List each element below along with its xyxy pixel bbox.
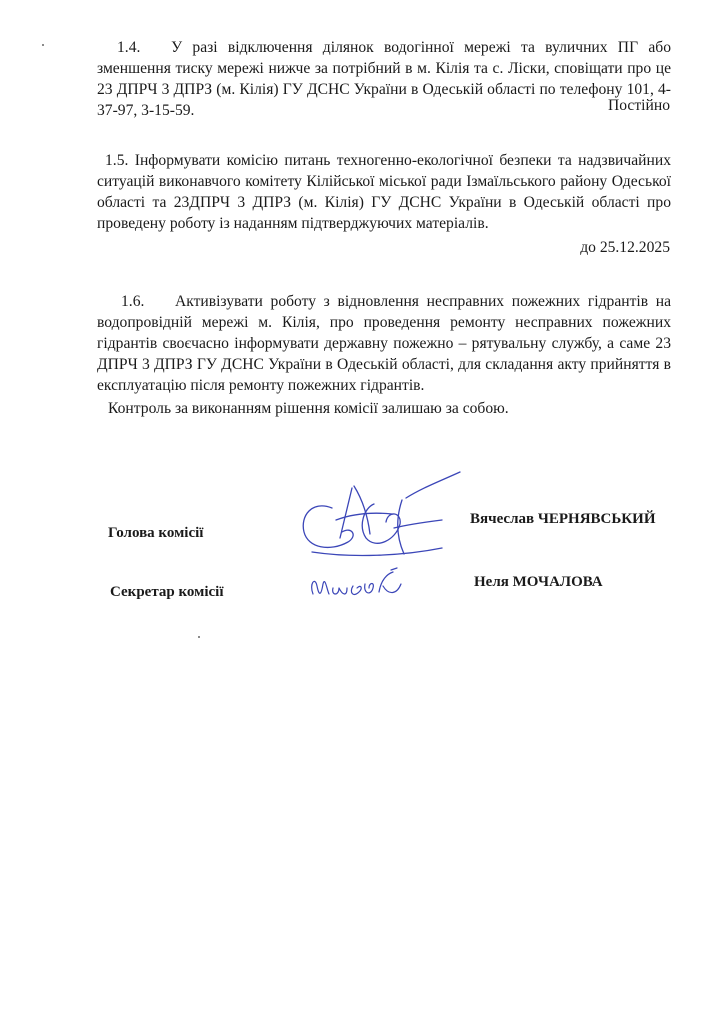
item-deadline: Постійно: [607, 97, 670, 114]
secretary-name: Неля МОЧАЛОВА: [474, 574, 603, 590]
item-number: 1.6.: [121, 293, 145, 310]
item-1-4: [97, 37, 671, 121]
item-deadline: до 25.12.2025: [580, 239, 670, 256]
scan-speck: [42, 44, 44, 46]
item-1-6: [97, 291, 671, 396]
item-number: 1.5.: [105, 152, 129, 169]
item-number: 1.4.: [117, 39, 141, 56]
control-statement: Контроль за виконанням рішення комісії залишаю за собою.: [108, 400, 509, 417]
item-text: Активізувати роботу з відновлення несправних пожежних гідрантів на водопровідній мережі м. Кілія, про проведення ремонту несправних пожежних гідрантів своєчасно інформувати державну пожежно – рятувальну службу, а саме 23 ДПРЧ 3 ДПРЗ ГУ ДСНС України в Одеській області, для складання акту прийняття в експлуатацію після ремонту пожежних гідрантів.: [97, 293, 672, 394]
chair-role: Голова комісії: [108, 525, 204, 541]
chair-signature-image: [292, 468, 467, 563]
secretary-role: Секретар комісії: [110, 584, 224, 600]
item-1-5: [97, 150, 671, 234]
scan-speck: [198, 636, 200, 638]
item-text: Інформувати комісію питань техногенно-екологічної безпеки та надзвичайних ситуацій виконавчого комітету Кілійської міської ради Ізмаїльського району Одеської області та 23ДПРЧ 3 ДПРЗ (м. Кілія) ГУ ДСНС України в Одеській області про проведену роботу із наданням підтверджуючих матеріалів.: [97, 152, 671, 232]
item-text: У разі відключення ділянок водогінної мережі та вуличних ПГ або зменшення тиску мережі нижче за потрібний в м. Кілія та с. Ліски, сповіщати про це 23 ДПРЧ 3 ДПРЗ (м. Кілія) ГУ ДСНС України в Одеській області по телефону 101, 4-37-97, 3-15-59.: [97, 39, 671, 119]
chair-name: Вячеслав ЧЕРНЯВСЬКИЙ: [470, 511, 656, 527]
secretary-signature-image: [305, 566, 415, 606]
